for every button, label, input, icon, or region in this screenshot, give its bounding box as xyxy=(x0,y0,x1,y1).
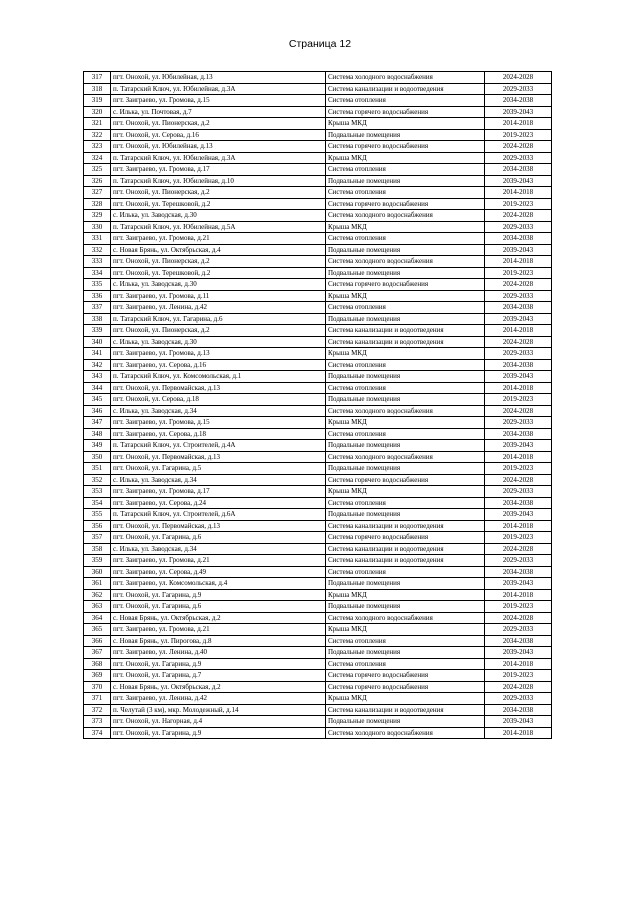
period-cell: 2014-2018 xyxy=(485,187,552,199)
table-row xyxy=(84,681,552,693)
address-cell: пгт. Онохой, ул. Серова, д.16 xyxy=(111,129,326,141)
address-cell: пгт. Заиграево, ул. Громова, д.13 xyxy=(111,348,326,360)
address-cell: пгт. Онохой, ул. Терешковой, д.2 xyxy=(111,267,326,279)
period-cell: 2039-2043 xyxy=(485,313,552,325)
row-number: 370 xyxy=(84,681,111,693)
system-cell: Крыша МКД xyxy=(326,417,485,429)
table-row xyxy=(84,141,552,153)
row-number: 357 xyxy=(84,532,111,544)
period-cell: 2029-2033 xyxy=(485,83,552,95)
address-cell: пгт. Онохой, ул. Гагарина, д.9 xyxy=(111,589,326,601)
row-number: 356 xyxy=(84,520,111,532)
address-cell: п. Татарский Ключ, ул. Комсомольская, д.1 xyxy=(111,371,326,383)
address-cell: пгт. Заиграево, ул. Серова, д.49 xyxy=(111,566,326,578)
row-number: 332 xyxy=(84,244,111,256)
row-number: 320 xyxy=(84,106,111,118)
row-number: 366 xyxy=(84,635,111,647)
system-cell: Подвальные помещения xyxy=(326,394,485,406)
row-number: 325 xyxy=(84,164,111,176)
address-cell: с. Илька, ул. Заводская, д.34 xyxy=(111,405,326,417)
table-row xyxy=(84,129,552,141)
address-cell: пгт. Онохой, ул. Гагарина, д.5 xyxy=(111,463,326,475)
system-cell: Подвальные помещения xyxy=(326,244,485,256)
table-body xyxy=(84,72,552,739)
address-cell: пгт. Онохой, ул. Гагарина, д.6 xyxy=(111,601,326,613)
table-row xyxy=(84,256,552,268)
period-cell: 2014-2018 xyxy=(485,520,552,532)
row-number: 331 xyxy=(84,233,111,245)
period-cell: 2019-2023 xyxy=(485,267,552,279)
system-cell: Система горячего водоснабжения xyxy=(326,279,485,291)
system-cell: Крыша МКД xyxy=(326,152,485,164)
system-cell: Система отопления xyxy=(326,187,485,199)
table-row xyxy=(84,520,552,532)
table-row xyxy=(84,405,552,417)
row-number: 326 xyxy=(84,175,111,187)
period-cell: 2019-2023 xyxy=(485,198,552,210)
table-row xyxy=(84,555,552,567)
address-cell: пгт. Заиграево, ул. Громова, д.15 xyxy=(111,417,326,429)
system-cell: Система отопления xyxy=(326,497,485,509)
period-cell: 2024-2028 xyxy=(485,141,552,153)
period-cell: 2024-2028 xyxy=(485,72,552,84)
row-number: 327 xyxy=(84,187,111,199)
address-cell: пгт. Заиграево, ул. Громова, д.17 xyxy=(111,164,326,176)
row-number: 335 xyxy=(84,279,111,291)
system-cell: Система канализации и водоотведения xyxy=(326,704,485,716)
table-row xyxy=(84,267,552,279)
row-number: 369 xyxy=(84,670,111,682)
row-number: 351 xyxy=(84,463,111,475)
address-cell: пгт. Заиграево, ул. Громова, д.21 xyxy=(111,233,326,245)
row-number: 364 xyxy=(84,612,111,624)
row-number: 319 xyxy=(84,95,111,107)
row-number: 318 xyxy=(84,83,111,95)
period-cell: 2034-2038 xyxy=(485,497,552,509)
period-cell: 2019-2023 xyxy=(485,463,552,475)
address-cell: п. Татарский Ключ, ул. Юбилейная, д.5А xyxy=(111,221,326,233)
address-cell: с. Илька, ул. Заводская, д.34 xyxy=(111,474,326,486)
address-cell: пгт. Онохой, ул. Юбилейная, д.13 xyxy=(111,72,326,84)
system-cell: Подвальные помещения xyxy=(326,313,485,325)
period-cell: 2029-2033 xyxy=(485,555,552,567)
address-cell: пгт. Онохой, ул. Терешковой, д.2 xyxy=(111,198,326,210)
table-row xyxy=(84,624,552,636)
table-row xyxy=(84,198,552,210)
address-cell: пгт. Онохой, ул. Пионерская, д.2 xyxy=(111,187,326,199)
table-row xyxy=(84,302,552,314)
period-cell: 2039-2043 xyxy=(485,440,552,452)
period-cell: 2039-2043 xyxy=(485,371,552,383)
period-cell: 2034-2038 xyxy=(485,95,552,107)
row-number: 358 xyxy=(84,543,111,555)
row-number: 349 xyxy=(84,440,111,452)
table-row xyxy=(84,647,552,659)
table-row xyxy=(84,474,552,486)
table-row xyxy=(84,716,552,728)
address-cell: с. Илька, ул. Заводская, д.30 xyxy=(111,336,326,348)
period-cell: 2034-2038 xyxy=(485,428,552,440)
period-cell: 2034-2038 xyxy=(485,704,552,716)
system-cell: Подвальные помещения xyxy=(326,716,485,728)
address-cell: с. Илька, ул. Заводская, д.30 xyxy=(111,279,326,291)
system-cell: Система холодного водоснабжения xyxy=(326,405,485,417)
address-cell: пгт. Онохой, ул. Пионерская, д.2 xyxy=(111,118,326,130)
system-cell: Подвальные помещения xyxy=(326,267,485,279)
table-row xyxy=(84,428,552,440)
address-cell: с. Новая Брянь, ул. Октябрьская, д.2 xyxy=(111,612,326,624)
address-cell: пгт. Онохой, ул. Гагарина, д.6 xyxy=(111,532,326,544)
table-row xyxy=(84,233,552,245)
period-cell: 2039-2043 xyxy=(485,716,552,728)
address-cell: пгт. Онохой, ул. Первомайская, д.13 xyxy=(111,451,326,463)
row-number: 317 xyxy=(84,72,111,84)
address-cell: пгт. Заиграево, ул. Ленина, д.42 xyxy=(111,693,326,705)
address-cell: пгт. Заиграево, ул. Серова, д.24 xyxy=(111,497,326,509)
period-cell: 2039-2043 xyxy=(485,244,552,256)
system-cell: Система холодного водоснабжения xyxy=(326,451,485,463)
system-cell: Система холодного водоснабжения xyxy=(326,612,485,624)
system-cell: Система горячего водоснабжения xyxy=(326,474,485,486)
system-cell: Крыша МКД xyxy=(326,624,485,636)
table-row xyxy=(84,417,552,429)
row-number: 324 xyxy=(84,152,111,164)
period-cell: 2019-2023 xyxy=(485,601,552,613)
row-number: 346 xyxy=(84,405,111,417)
address-cell: пгт. Онохой, ул. Серова, д.18 xyxy=(111,394,326,406)
row-number: 343 xyxy=(84,371,111,383)
row-number: 336 xyxy=(84,290,111,302)
period-cell: 2014-2018 xyxy=(485,382,552,394)
period-cell: 2029-2033 xyxy=(485,624,552,636)
period-cell: 2039-2043 xyxy=(485,578,552,590)
system-cell: Подвальные помещения xyxy=(326,371,485,383)
row-number: 371 xyxy=(84,693,111,705)
address-cell: п. Татарский Ключ, ул. Гагарина, д.6 xyxy=(111,313,326,325)
table-row xyxy=(84,118,552,130)
row-number: 330 xyxy=(84,221,111,233)
period-cell: 2024-2028 xyxy=(485,474,552,486)
period-cell: 2024-2028 xyxy=(485,681,552,693)
row-number: 340 xyxy=(84,336,111,348)
row-number: 342 xyxy=(84,359,111,371)
address-cell: с. Илька, ул. Заводская, д.34 xyxy=(111,543,326,555)
system-cell: Система горячего водоснабжения xyxy=(326,670,485,682)
table-row xyxy=(84,463,552,475)
table-row xyxy=(84,509,552,521)
period-cell: 2014-2018 xyxy=(485,256,552,268)
row-number: 350 xyxy=(84,451,111,463)
address-cell: пгт. Онохой, ул. Гагарина, д.9 xyxy=(111,727,326,739)
period-cell: 2014-2018 xyxy=(485,118,552,130)
address-cell: с. Новая Брянь, ул. Октябрьская, д.2 xyxy=(111,681,326,693)
system-cell: Подвальные помещения xyxy=(326,440,485,452)
address-cell: пгт. Заиграево, ул. Громова, д.11 xyxy=(111,290,326,302)
row-number: 337 xyxy=(84,302,111,314)
period-cell: 2024-2028 xyxy=(485,279,552,291)
row-number: 361 xyxy=(84,578,111,590)
period-cell: 2014-2018 xyxy=(485,325,552,337)
period-cell: 2029-2033 xyxy=(485,290,552,302)
system-cell: Подвальные помещения xyxy=(326,647,485,659)
period-cell: 2019-2023 xyxy=(485,394,552,406)
row-number: 373 xyxy=(84,716,111,728)
address-cell: с. Новая Брянь, ул. Пирогова, д.8 xyxy=(111,635,326,647)
table-row xyxy=(84,325,552,337)
address-cell: пгт. Онохой, ул. Гагарина, д.9 xyxy=(111,658,326,670)
table-row xyxy=(84,532,552,544)
table-row xyxy=(84,543,552,555)
table-row xyxy=(84,95,552,107)
system-cell: Подвальные помещения xyxy=(326,129,485,141)
period-cell: 2014-2018 xyxy=(485,589,552,601)
system-cell: Система отопления xyxy=(326,164,485,176)
address-cell: пгт. Онохой, ул. Пионерская, д.2 xyxy=(111,325,326,337)
system-cell: Система холодного водоснабжения xyxy=(326,256,485,268)
row-number: 339 xyxy=(84,325,111,337)
table-row xyxy=(84,589,552,601)
row-number: 363 xyxy=(84,601,111,613)
period-cell: 2014-2018 xyxy=(485,727,552,739)
system-cell: Крыша МКД xyxy=(326,221,485,233)
row-number: 334 xyxy=(84,267,111,279)
row-number: 329 xyxy=(84,210,111,222)
period-cell: 2019-2023 xyxy=(485,129,552,141)
system-cell: Подвальные помещения xyxy=(326,509,485,521)
page-header: Страница 12 xyxy=(288,38,352,50)
address-cell: пгт. Заиграево, ул. Комсомольская, д.4 xyxy=(111,578,326,590)
row-number: 352 xyxy=(84,474,111,486)
system-cell: Система отопления xyxy=(326,428,485,440)
table-row xyxy=(84,290,552,302)
table-row xyxy=(84,727,552,739)
row-number: 321 xyxy=(84,118,111,130)
period-cell: 2034-2038 xyxy=(485,164,552,176)
table-row xyxy=(84,670,552,682)
address-cell: п. Татарский Ключ, ул. Строителей, д.4А xyxy=(111,440,326,452)
system-cell: Система холодного водоснабжения xyxy=(326,210,485,222)
period-cell: 2029-2033 xyxy=(485,693,552,705)
system-cell: Система отопления xyxy=(326,95,485,107)
table-row xyxy=(84,221,552,233)
period-cell: 2024-2028 xyxy=(485,543,552,555)
system-cell: Крыша МКД xyxy=(326,693,485,705)
address-cell: п. Татарский Ключ, ул. Юбилейная, д.3А xyxy=(111,83,326,95)
table-row xyxy=(84,244,552,256)
row-number: 372 xyxy=(84,704,111,716)
table-row xyxy=(84,635,552,647)
system-cell: Крыша МКД xyxy=(326,589,485,601)
row-number: 328 xyxy=(84,198,111,210)
address-cell: с. Илька, ул. Почтовая, д.7 xyxy=(111,106,326,118)
row-number: 345 xyxy=(84,394,111,406)
table-row xyxy=(84,394,552,406)
address-cell: пгт. Заиграево, ул. Громова, д.21 xyxy=(111,555,326,567)
period-cell: 2029-2033 xyxy=(485,486,552,498)
system-cell: Крыша МКД xyxy=(326,486,485,498)
system-cell: Крыша МКД xyxy=(326,290,485,302)
row-number: 360 xyxy=(84,566,111,578)
system-cell: Подвальные помещения xyxy=(326,578,485,590)
table-row xyxy=(84,578,552,590)
row-number: 354 xyxy=(84,497,111,509)
table-row xyxy=(84,83,552,95)
system-cell: Подвальные помещения xyxy=(326,175,485,187)
row-number: 355 xyxy=(84,509,111,521)
system-cell: Система отопления xyxy=(326,658,485,670)
table-row xyxy=(84,451,552,463)
period-cell: 2019-2023 xyxy=(485,532,552,544)
address-cell: пгт. Заиграево, ул. Серова, д.16 xyxy=(111,359,326,371)
address-cell: пгт. Онохой, ул. Первомайская, д.13 xyxy=(111,520,326,532)
period-cell: 2024-2028 xyxy=(485,336,552,348)
period-cell: 2029-2033 xyxy=(485,221,552,233)
address-cell: с. Илька, ул. Заводская, д.30 xyxy=(111,210,326,222)
address-cell: пгт. Онохой, ул. Нагорная, д.4 xyxy=(111,716,326,728)
system-cell: Система канализации и водоотведения xyxy=(326,83,485,95)
table-row xyxy=(84,382,552,394)
table-row xyxy=(84,279,552,291)
period-cell: 2029-2033 xyxy=(485,417,552,429)
row-number: 347 xyxy=(84,417,111,429)
period-cell: 2039-2043 xyxy=(485,509,552,521)
system-cell: Система отопления xyxy=(326,382,485,394)
table-row xyxy=(84,313,552,325)
address-cell: пгт. Заиграево, ул. Громова, д.15 xyxy=(111,95,326,107)
table-row xyxy=(84,371,552,383)
system-cell: Подвальные помещения xyxy=(326,463,485,475)
system-cell: Система канализации и водоотведения xyxy=(326,325,485,337)
period-cell: 2029-2033 xyxy=(485,348,552,360)
row-number: 359 xyxy=(84,555,111,567)
address-cell: пгт. Онохой, ул. Пионерская, д.2 xyxy=(111,256,326,268)
system-cell: Система горячего водоснабжения xyxy=(326,681,485,693)
row-number: 362 xyxy=(84,589,111,601)
system-cell: Система горячего водоснабжения xyxy=(326,141,485,153)
period-cell: 2034-2038 xyxy=(485,635,552,647)
row-number: 367 xyxy=(84,647,111,659)
table-row xyxy=(84,601,552,613)
period-cell: 2014-2018 xyxy=(485,451,552,463)
system-cell: Система горячего водоснабжения xyxy=(326,198,485,210)
table-row xyxy=(84,704,552,716)
system-cell: Система отопления xyxy=(326,566,485,578)
system-cell: Крыша МКД xyxy=(326,348,485,360)
system-cell: Система отопления xyxy=(326,302,485,314)
row-number: 323 xyxy=(84,141,111,153)
system-cell: Система горячего водоснабжения xyxy=(326,106,485,118)
table-row xyxy=(84,612,552,624)
row-number: 333 xyxy=(84,256,111,268)
address-cell: п. Челутай (3 км), мкр. Молодежный, д.14 xyxy=(111,704,326,716)
row-number: 365 xyxy=(84,624,111,636)
address-cell: п. Татарский Ключ, ул. Юбилейная, д.3А xyxy=(111,152,326,164)
row-number: 341 xyxy=(84,348,111,360)
capital-repair-schedule-table xyxy=(83,71,552,739)
system-cell: Система канализации и водоотведения xyxy=(326,336,485,348)
table-row xyxy=(84,486,552,498)
system-cell: Система отопления xyxy=(326,233,485,245)
address-cell: пгт. Заиграево, ул. Громова, д.21 xyxy=(111,624,326,636)
row-number: 368 xyxy=(84,658,111,670)
table-row xyxy=(84,175,552,187)
system-cell: Система канализации и водоотведения xyxy=(326,555,485,567)
address-cell: пгт. Заиграево, ул. Ленина, д.40 xyxy=(111,647,326,659)
address-cell: пгт. Онохой, ул. Юбилейная, д.13 xyxy=(111,141,326,153)
period-cell: 2014-2018 xyxy=(485,658,552,670)
table-row xyxy=(84,152,552,164)
period-cell: 2024-2028 xyxy=(485,210,552,222)
table-row xyxy=(84,348,552,360)
table-row xyxy=(84,210,552,222)
system-cell: Система отопления xyxy=(326,359,485,371)
system-cell: Крыша МКД xyxy=(326,118,485,130)
row-number: 348 xyxy=(84,428,111,440)
period-cell: 2039-2043 xyxy=(485,106,552,118)
system-cell: Подвальные помещения xyxy=(326,601,485,613)
address-cell: пгт. Заиграево, ул. Ленина, д.42 xyxy=(111,302,326,314)
table-row xyxy=(84,497,552,509)
address-cell: пгт. Заиграево, ул. Громова, д.17 xyxy=(111,486,326,498)
system-cell: Система холодного водоснабжения xyxy=(326,727,485,739)
address-cell: пгт. Заиграево, ул. Серова, д.18 xyxy=(111,428,326,440)
row-number: 344 xyxy=(84,382,111,394)
table-row xyxy=(84,440,552,452)
period-cell: 2024-2028 xyxy=(485,405,552,417)
row-number: 338 xyxy=(84,313,111,325)
table-row xyxy=(84,359,552,371)
row-number: 322 xyxy=(84,129,111,141)
period-cell: 2034-2038 xyxy=(485,302,552,314)
system-cell: Система канализации и водоотведения xyxy=(326,520,485,532)
row-number: 353 xyxy=(84,486,111,498)
row-number: 374 xyxy=(84,727,111,739)
system-cell: Система канализации и водоотведения xyxy=(326,543,485,555)
period-cell: 2029-2033 xyxy=(485,152,552,164)
table-row xyxy=(84,72,552,84)
period-cell: 2039-2043 xyxy=(485,647,552,659)
table-row xyxy=(84,164,552,176)
period-cell: 2019-2023 xyxy=(485,670,552,682)
period-cell: 2034-2038 xyxy=(485,233,552,245)
table-row xyxy=(84,693,552,705)
table-row xyxy=(84,566,552,578)
address-cell: пгт. Онохой, ул. Первомайская, д.13 xyxy=(111,382,326,394)
address-cell: с. Новая Брянь, ул. Октябрьская, д.4 xyxy=(111,244,326,256)
table-row xyxy=(84,658,552,670)
system-cell: Система горячего водоснабжения xyxy=(326,532,485,544)
period-cell: 2034-2038 xyxy=(485,359,552,371)
address-cell: п. Татарский Ключ, ул. Строителей, д.6А xyxy=(111,509,326,521)
address-cell: п. Татарский Ключ, ул. Юбилейная, д.10 xyxy=(111,175,326,187)
period-cell: 2024-2028 xyxy=(485,612,552,624)
period-cell: 2039-2043 xyxy=(485,175,552,187)
table-row xyxy=(84,336,552,348)
table-row xyxy=(84,187,552,199)
system-cell: Система холодного водоснабжения xyxy=(326,72,485,84)
system-cell: Система отопления xyxy=(326,635,485,647)
period-cell: 2034-2038 xyxy=(485,566,552,578)
address-cell: пгт. Онохой, ул. Гагарина, д.7 xyxy=(111,670,326,682)
table-row xyxy=(84,106,552,118)
